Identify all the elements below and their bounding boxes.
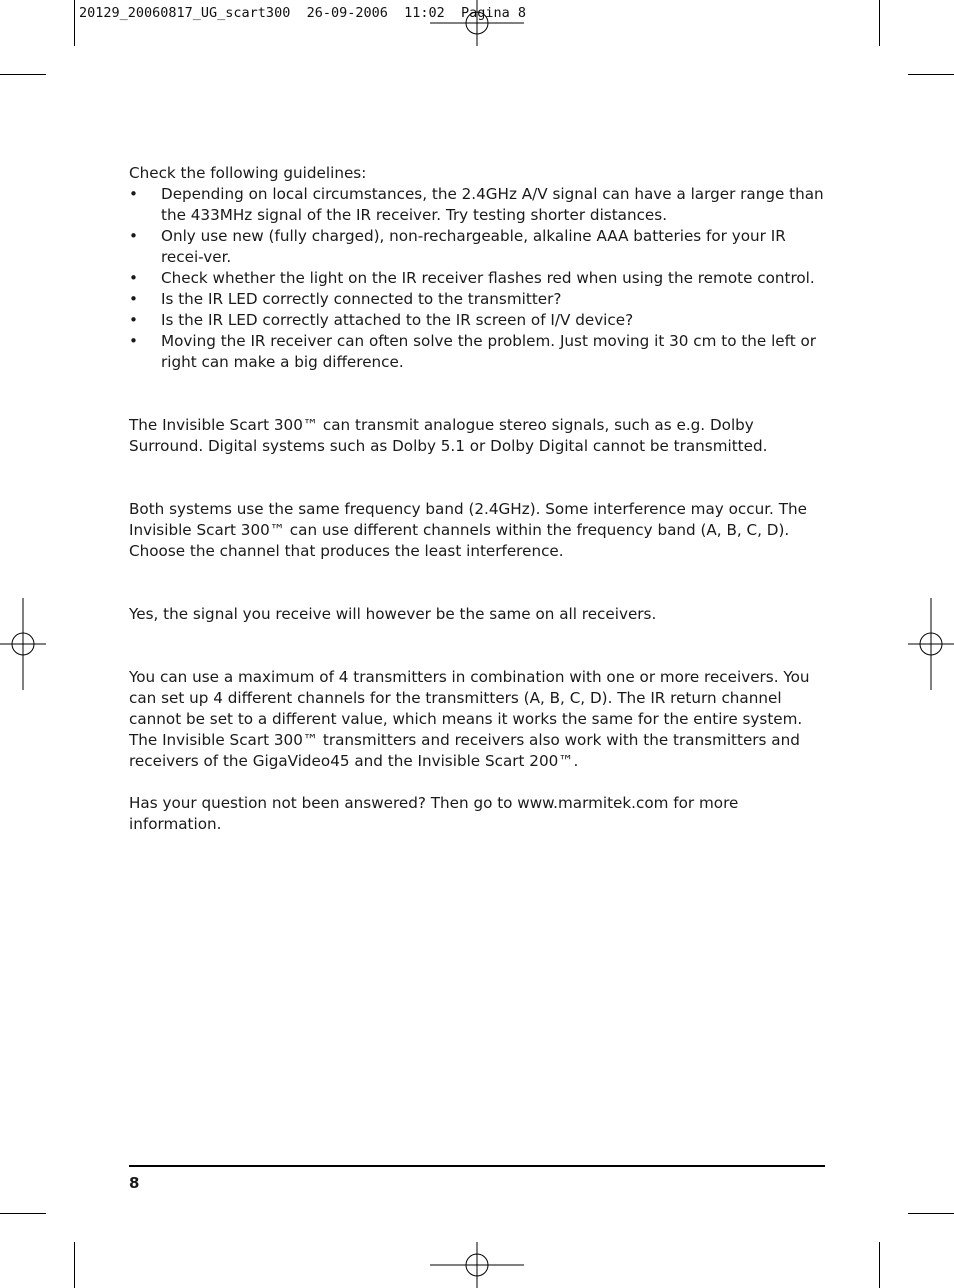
paragraph-more-info: Has your question not been answered? Then go to www.marmitek.com for more information. xyxy=(129,794,739,833)
print-slug: 20129_20060817_UG_scart300 26-09-2006 11:02 Pagina 8 xyxy=(79,5,527,21)
bullet-icon: • xyxy=(129,227,138,245)
bullet-icon: • xyxy=(129,311,138,329)
list-item xyxy=(129,310,829,331)
crop-mark-top-right-vertical xyxy=(879,0,880,46)
guidelines-intro: Check the following guidelines: xyxy=(129,164,367,182)
paragraph-transmitters: You can use a maximum of 4 transmitters in combination with one or more receivers. You can set up 4 different channels for the transmitters (A, B, C, D). The IR return channel cannot be set to a different value, which means it works the same for the entire system. The Invisible Scart 300™ transmitters and receivers also work with the transmitters and receivers of the GigaVideo45 and the Invisible Scart 200™. xyxy=(129,668,810,770)
guidelines-list xyxy=(129,184,829,373)
list-item xyxy=(129,184,829,226)
crop-mark-bottom-left-horizontal xyxy=(0,1213,46,1214)
list-item-text: Depending on local circumstances, the 2.4GHz A/V signal can have a larger range than the 433MHz signal of the IR receiver. Try testing shorter distances. xyxy=(161,185,824,224)
paragraph-frequency: Both systems use the same frequency band (2.4GHz). Some interference may occur. The Invisible Scart 300™ can use different channels within the frequency band (A, B, C, D). Choose the channel that produces the least interference. xyxy=(129,500,807,560)
spacer xyxy=(129,772,829,793)
page-number: 8 xyxy=(129,1174,140,1192)
spacer xyxy=(129,562,829,604)
spacer xyxy=(129,457,829,499)
list-item-text: Only use new (fully charged), non-rechargeable, alkaline AAA batteries for your IR recei-ver. xyxy=(161,227,786,266)
list-item xyxy=(129,268,829,289)
list-item xyxy=(129,226,829,268)
crop-mark-top-left-vertical xyxy=(74,0,75,46)
footer-rule xyxy=(129,1165,825,1167)
spacer xyxy=(129,373,829,415)
registration-mark-right xyxy=(908,598,954,690)
bullet-icon: • xyxy=(129,269,138,287)
list-item-text: Is the IR LED correctly connected to the transmitter? xyxy=(161,290,562,308)
list-item-text: Check whether the light on the IR receiver flashes red when using the remote control. xyxy=(161,269,815,287)
crop-mark-top-left-horizontal xyxy=(0,74,46,75)
crop-mark-top-right-horizontal xyxy=(908,74,954,75)
registration-mark-left xyxy=(0,598,46,690)
bullet-icon: • xyxy=(129,185,138,203)
crop-mark-bottom-left-vertical xyxy=(74,1242,75,1288)
bullet-icon: • xyxy=(129,290,138,308)
registration-mark-bottom xyxy=(430,1242,524,1288)
paragraph-dolby: The Invisible Scart 300™ can transmit analogue stereo signals, such as e.g. Dolby Surround. Digital systems such as Dolby 5.1 or Dolby Digital cannot be transmitted. xyxy=(129,416,768,455)
list-item-text: Is the IR LED correctly attached to the IR screen of I/V device? xyxy=(161,311,634,329)
list-item xyxy=(129,289,829,310)
spacer xyxy=(129,625,829,667)
crop-mark-bottom-right-vertical xyxy=(879,1242,880,1288)
registration-mark-top xyxy=(430,0,524,46)
paragraph-receivers: Yes, the signal you receive will however be the same on all receivers. xyxy=(129,605,657,623)
list-item-text: Moving the IR receiver can often solve the problem. Just moving it 30 cm to the left or right can make a big difference. xyxy=(161,332,817,371)
bullet-icon: • xyxy=(129,332,138,350)
crop-mark-bottom-right-horizontal xyxy=(908,1213,954,1214)
list-item xyxy=(129,331,829,373)
page-content xyxy=(129,163,829,835)
